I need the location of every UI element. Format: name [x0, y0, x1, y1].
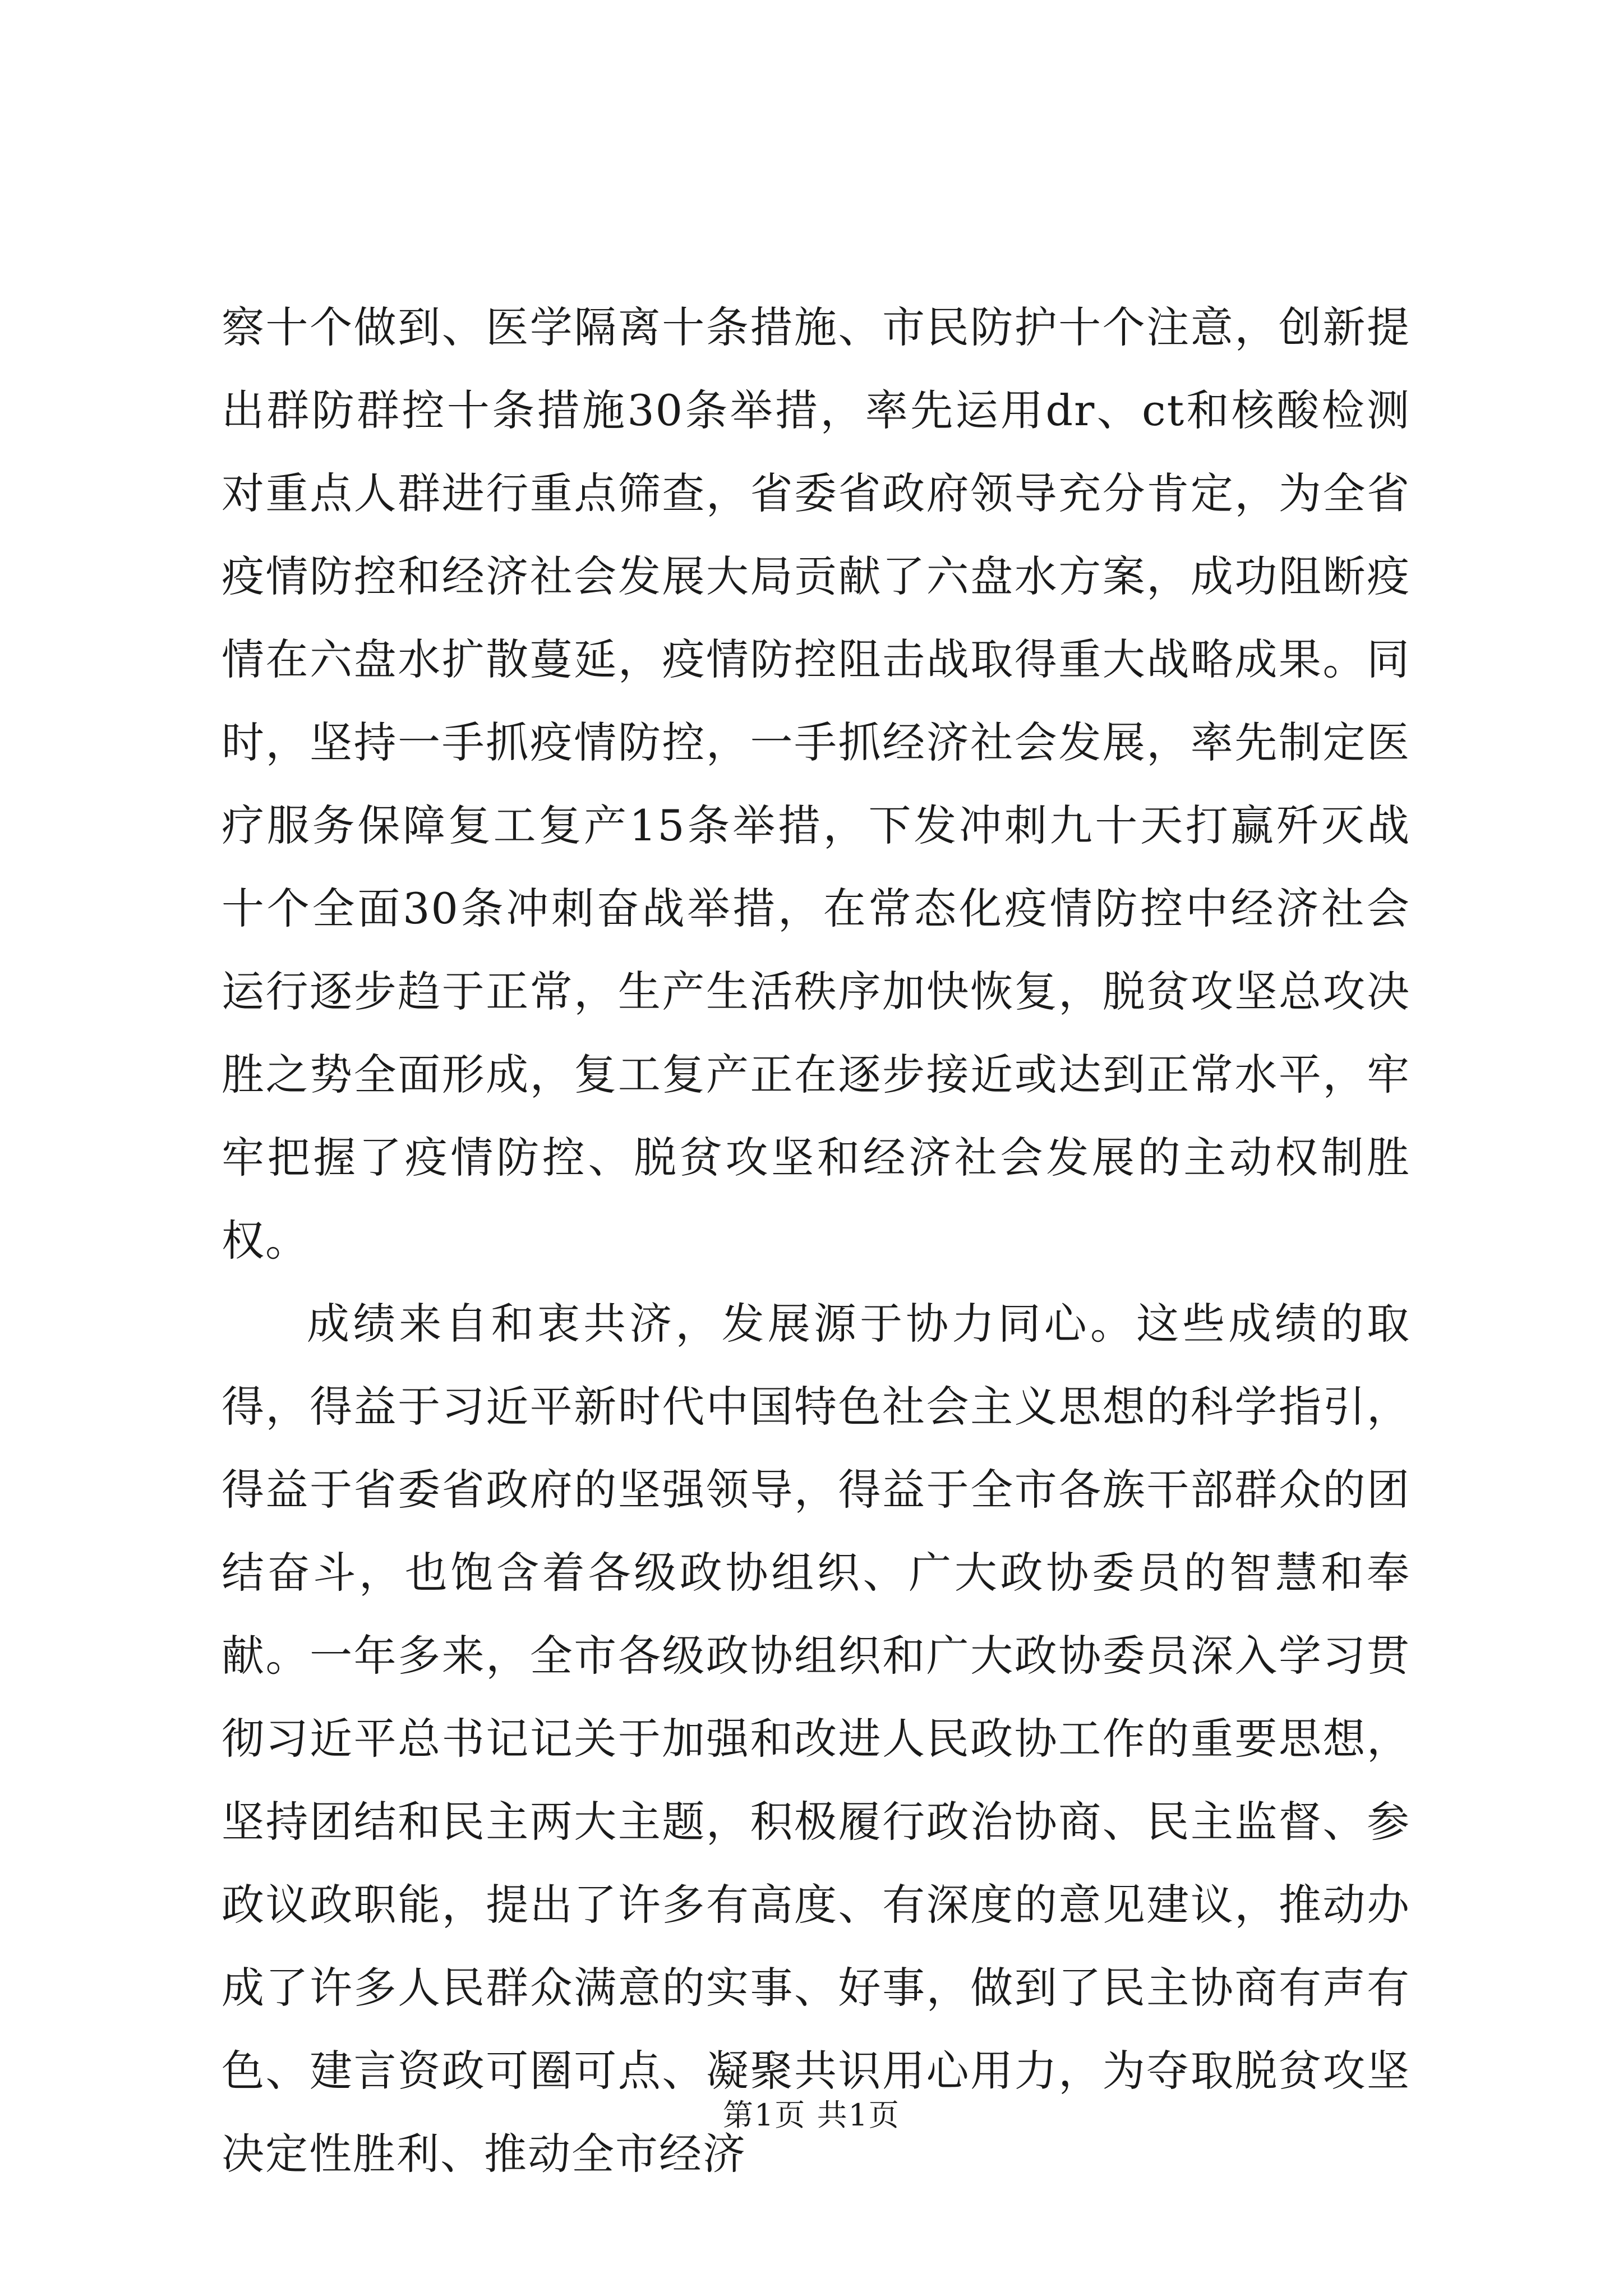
document-body	[222, 286, 1410, 2196]
paragraph-1: 察十个做到、医学隔离十条措施、市民防护十个注意，创新提出群防群控十条措施30条举措，率先运用dr、ct和核酸检测对重点人群进行重点筛查，省委省政府领导充分肯定，为全省疫情防控和经济社会发展大局贡献了六盘水方案，成功阻断疫情在六盘水扩散蔓延，疫情防控阻击战取得重大战略成果。同时，坚持一手抓疫情防控，一手抓经济社会发展，率先制定医疗服务保障复工复产15条举措，下发冲刺九十天打赢歼灭战十个全面30条冲刺奋战举措，在常态化疫情防控中经济社会运行逐步趋于正常，生产生活秩序加快恢复，脱贫攻坚总攻决胜之势全面形成，复工复产正在逐步接近或达到正常水平，牢牢把握了疫情防控、脱贫攻坚和经济社会发展的主动权制胜权。	[222, 302, 1410, 1266]
page-footer: 第1页 共1页	[723, 2097, 900, 2133]
paragraph-2: 成绩来自和衷共济，发展源于协力同心。这些成绩的取得，得益于习近平新时代中国特色社会主义思想的科学指引，得益于省委省政府的坚强领导，得益于全市各族干部群众的团结奋斗，也饱含着各级政协组织、广大政协委员的智慧和奉献。一年多来，全市各级政协组织和广大政协委员深入学习贯彻习近平总书记记关于加强和改进人民政协工作的重要思想，坚持团结和民主两大主题，积极履行政治协商、民主监督、参政议政职能，提出了许多有高度、有深度的意见建议，推动办成了许多人民群众满意的实事、好事，做到了民主协商有声有色、建言资政可圈可点、凝聚共识用心用力，为夺取脱贫攻坚决定性胜利、推动全市经济	[222, 1299, 1410, 2179]
